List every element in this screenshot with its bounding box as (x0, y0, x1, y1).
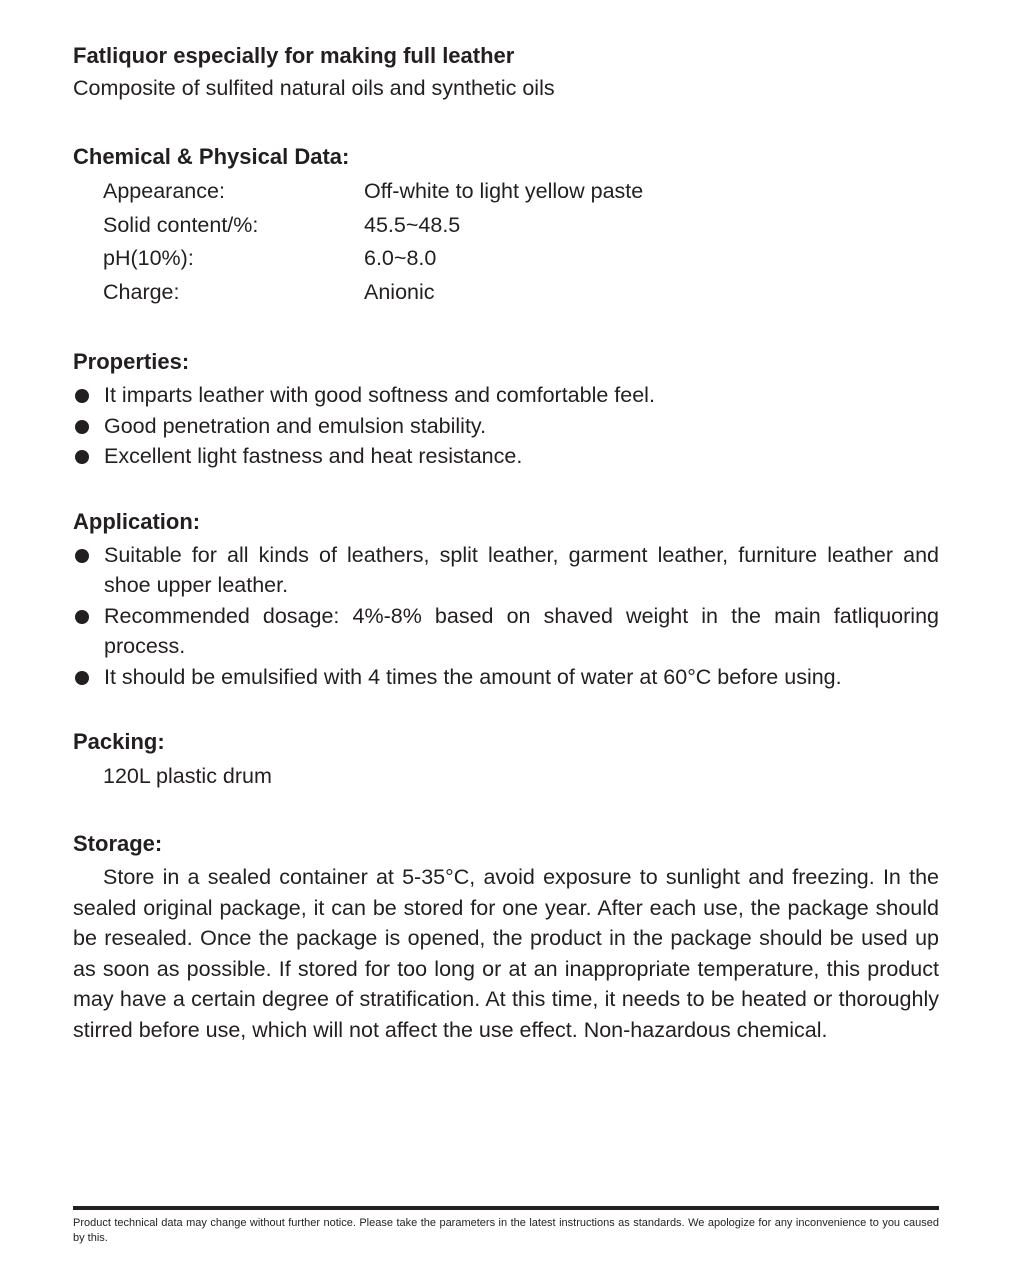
footer-divider (73, 1206, 939, 1210)
storage-heading: Storage: (73, 831, 163, 856)
spec-value: Off-white to light yellow paste (364, 179, 644, 203)
bullet-icon (73, 441, 104, 472)
bullet-icon (73, 380, 104, 411)
list-item: Good penetration and emulsion stability. (73, 411, 939, 442)
storage-text: Store in a sealed container at 5-35°C, avoid exposure to sunlight and freezing. In the sealed original package, it can be stored for one year. After each use, the package should be resealed. Once the package is opened, the product in the package should be used up as soon as possible. If stored for too long or at an inappropriate temperature, this product may have a certain degree of stratification. At this time, it needs to be heated or thoroughly stirred before use, which will not affect the use effect. Non-hazardous chemical. (73, 865, 939, 1042)
packing-heading: Packing: (73, 729, 165, 754)
spec-table (103, 175, 939, 309)
product-title: Fatliquor especially for making full leather (73, 43, 515, 68)
spec-row-appearance (103, 175, 939, 209)
bullet-icon (73, 662, 104, 693)
application-heading: Application: (73, 508, 201, 534)
spec-label: Appearance: (103, 179, 225, 203)
properties-heading: Properties: (73, 349, 190, 374)
list-item: Suitable for all kinds of leathers, split leather, garment leather, furniture leather and shoe upper leather. (73, 540, 939, 601)
footer-disclaimer: Product technical data may change without further notice. Please take the parameters in the latest instructions as standards. We apologize for any inconvenience to you caused by this. (73, 1217, 939, 1244)
list-item: Excellent light fastness and heat resistance. (73, 441, 939, 472)
list-item: Recommended dosage: 4%-8% based on shaved weight in the main fatliquoring process. (73, 601, 939, 662)
spec-label: Solid content/%: (103, 212, 259, 237)
spec-value: 6.0~8.0 (364, 246, 437, 270)
spec-label: pH(10%): (103, 246, 194, 270)
list-item: It should be emulsified with 4 times the amount of water at 60°C before using. (73, 662, 939, 693)
application-list (73, 540, 939, 693)
bullet-icon (73, 411, 104, 442)
bullet-icon (73, 540, 104, 601)
spec-label: Charge: (103, 279, 180, 304)
footer (73, 1206, 939, 1246)
spec-row-ph (103, 242, 939, 276)
list-item: It imparts leather with good softness and comfortable feel. (73, 380, 939, 411)
properties-list (73, 380, 939, 472)
spec-value: 45.5~48.5 (364, 212, 461, 237)
spec-row-solid-content (103, 209, 939, 243)
spec-value: Anionic (364, 279, 435, 304)
datasheet (73, 40, 939, 1045)
packing-text: 120L plastic drum (103, 764, 272, 788)
spec-row-charge (103, 276, 939, 310)
bullet-icon (73, 601, 104, 662)
chemical-heading: Chemical & Physical Data: (73, 144, 350, 169)
product-subtitle: Composite of sulfited natural oils and synthetic oils (73, 76, 555, 100)
